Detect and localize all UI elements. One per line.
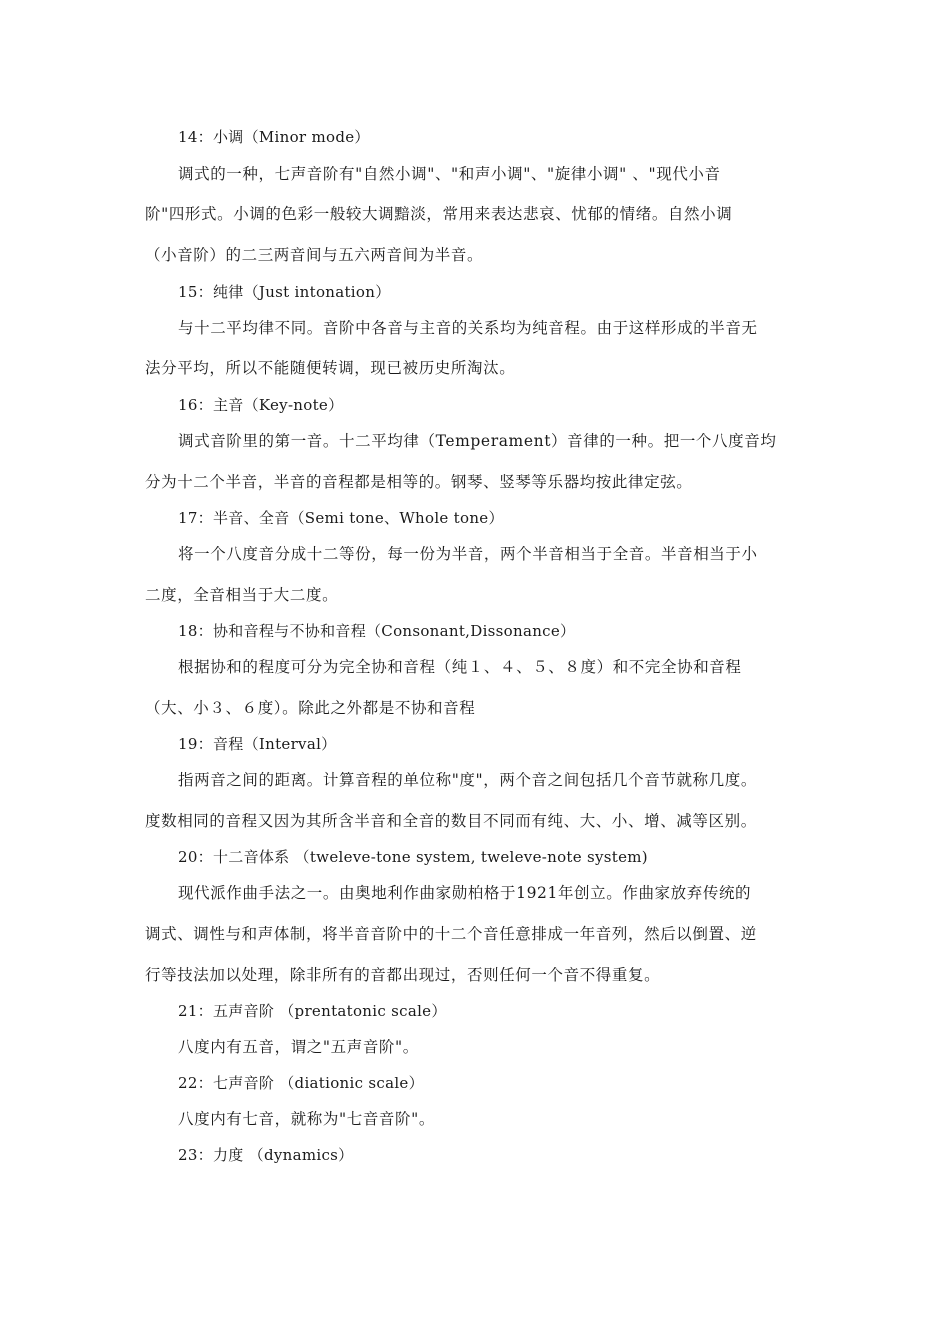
entry-text-line: 指两音之间的距离。计算音程的单位称"度"，两个音之间包括几个音节就称几度。	[178, 771, 757, 789]
entry-text-line: （大、小３、６度）。除此之外都是不协和音程	[145, 699, 476, 717]
entry-heading-21: 21：五声音阶 （prentatonic scale）	[178, 1002, 447, 1020]
entry-text-line: 调式音阶里的第一音。十二平均律（Temperament）音律的一种。把一个八度音均	[178, 432, 777, 450]
entry-text-line: 度数相同的音程又因为其所含半音和全音的数目不同而有纯、大、小、增、减等区别。	[145, 812, 757, 830]
entry-heading-14: 14：小调（Minor mode）	[178, 128, 370, 146]
entry-text-line: 阶"四形式。小调的色彩一般较大调黯淡，常用来表达悲哀、忧郁的情绪。自然小调	[145, 205, 733, 223]
entry-heading-17: 17：半音、全音（Semi tone、Whole tone）	[178, 509, 504, 527]
entry-text-line: 行等技法加以处理，除非所有的音都出现过，否则任何一个音不得重复。	[145, 966, 661, 984]
entry-text-line: 分为十二个半音，半音的音程都是相等的。钢琴、竖琴等乐器均按此律定弦。	[145, 473, 693, 491]
entry-text-line: 二度，全音相当于大二度。	[145, 586, 339, 604]
entry-heading-19: 19：音程（Interval）	[178, 735, 337, 753]
entry-heading-16: 16：主音（Key-note）	[178, 396, 344, 414]
entry-text-line: 法分平均，所以不能随便转调，现已被历史所淘汰。	[145, 359, 516, 377]
entry-text-line: 现代派作曲手法之一。由奥地利作曲家勋柏格于1921年创立。作曲家放弃传统的	[178, 884, 752, 902]
entry-text-line: 将一个八度音分成十二等份，每一份为半音，两个半音相当于全音。半音相当于小	[178, 545, 758, 563]
entry-text-line: 八度内有五音，谓之"五声音阶"。	[178, 1038, 419, 1056]
entry-text-line: 八度内有七音，就称为"七音音阶"。	[178, 1110, 435, 1128]
entry-text-line: 根据协和的程度可分为完全协和音程（纯１、４、５、８度）和不完全协和音程	[178, 658, 742, 676]
entry-heading-20: 20：十二音体系 （tweleve-tone system, tweleve-note system)	[178, 848, 648, 866]
entry-heading-15: 15：纯律（Just intonation）	[178, 283, 391, 301]
entry-text-line: 与十二平均律不同。音阶中各音与主音的关系均为纯音程。由于这样形成的半音无	[178, 319, 758, 337]
entry-text-line: （小音阶）的二三两音间与五六两音间为半音。	[145, 246, 484, 264]
entry-heading-22: 22：七声音阶 （diationic scale）	[178, 1074, 424, 1092]
entry-heading-18: 18：协和音程与不协和音程（Consonant,Dissonance）	[178, 622, 576, 640]
entry-text-line: 调式的一种，七声音阶有"自然小调"、"和声小调"、"旋律小调" 、"现代小音	[178, 165, 721, 183]
entry-heading-23: 23：力度 （dynamics）	[178, 1146, 354, 1164]
entry-text-line: 调式、调性与和声体制，将半音音阶中的十二个音任意排成一年音列，然后以倒置、逆	[145, 925, 757, 943]
